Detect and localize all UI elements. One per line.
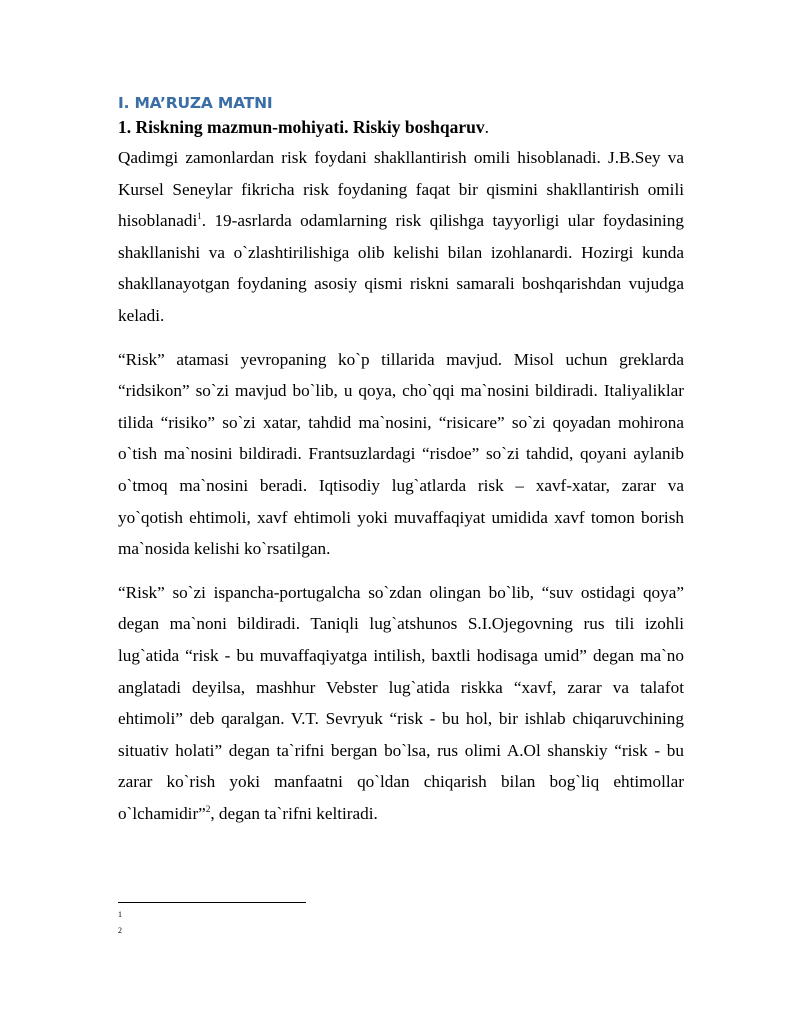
paragraph-2-text: “Risk” atamasi yevropaning ko`p tillarida mavjud. Misol uchun greklarda “ridsikon” so`zi mavjud bo`lib, u qoya, cho`qqi ma`nosini bildiradi. Italiyaliklar tilida “risiko” so`zi xatar, tahdid ma`nosini, “risicare” so`zi qoyadan mohirona o`tish ma`nosini bildiradi. Frantsuzlardagi “risdoe” so`zi tahdid, qoyani aylanib o`tmoq ma`nosini beradi. Iqtisodiy lug`atlarda risk – xavf-xatar, zarar va yo`qotish ehtimoli, xavf ehtimoli yoki muvaffaqiyat umidida xavf tomon borish ma`nosida kelishi ko`rsatilgan.	[118, 349, 684, 559]
paragraph-1	[118, 142, 684, 332]
subheading-period: .	[484, 117, 489, 137]
section-heading: I. MA’RUZA MATNI	[118, 94, 273, 112]
footnote-2: 2	[118, 926, 122, 935]
paragraph-3	[118, 577, 684, 830]
footnote-ref-1[interactable]: 1	[197, 211, 202, 222]
document-page	[118, 92, 684, 841]
paragraph-1-text: Qadimgi zamonlardan risk foydani shakllantirish omili hisoblanadi. J.B.Sey va Kursel Seneylar fikricha risk foydaning faqat bir qismini shakllantirish omili hisoblanadi	[118, 148, 684, 231]
section-subheading	[118, 114, 684, 140]
footnote-separator	[118, 902, 306, 903]
footnote-ref-2[interactable]: 2	[205, 803, 211, 814]
paragraph-3-text-cont: , degan ta`rifni keltiradi.	[210, 803, 378, 823]
paragraph-3-text: “Risk” so`zi ispancha-portugalcha so`zdan olingan bo`lib, “suv ostidagi qoya” degan ma`noni bildiradi. Taniqli lug`atshunos S.I.Ojegovning rus tili izohli lug`atida “risk - bu muvaffaqiyatga intilish, baxtli hodisaga umid” degan ma`no anglatadi deyilsa, mashhur Vebster lug`atida riskka “xavf, zarar va talafot ehtimoli” deb qaralgan. V.T. Sevryuk “risk - bu hol, bir ishlab chiqaruvchining situativ holati” degan ta`rifni bergan bo`lsa, rus olimi A.Ol shanskiy “risk - bu zarar ko`rish yoki manfaatni qo`ldan chiqarish bilan bog`liq ehtimollar o`lchamidir”	[118, 582, 684, 823]
subheading-text: 1. Riskning mazmun-mohiyati. Riskiy boshqaruv	[118, 117, 485, 137]
footnote-1: 1	[118, 910, 122, 919]
paragraph-1-text-cont: . 19-asrlarda odamlarning risk qilishga tayyorligi ular foydasining shakllanishi va o`zlashtirilishiga olib kelishi bilan izohlanardi. Hozirgi kunda shakllanayotgan foydaning asosiy qismi riskni samarali boshqarishdan vujudga keladi.	[118, 211, 684, 325]
paragraph-2	[118, 344, 684, 565]
